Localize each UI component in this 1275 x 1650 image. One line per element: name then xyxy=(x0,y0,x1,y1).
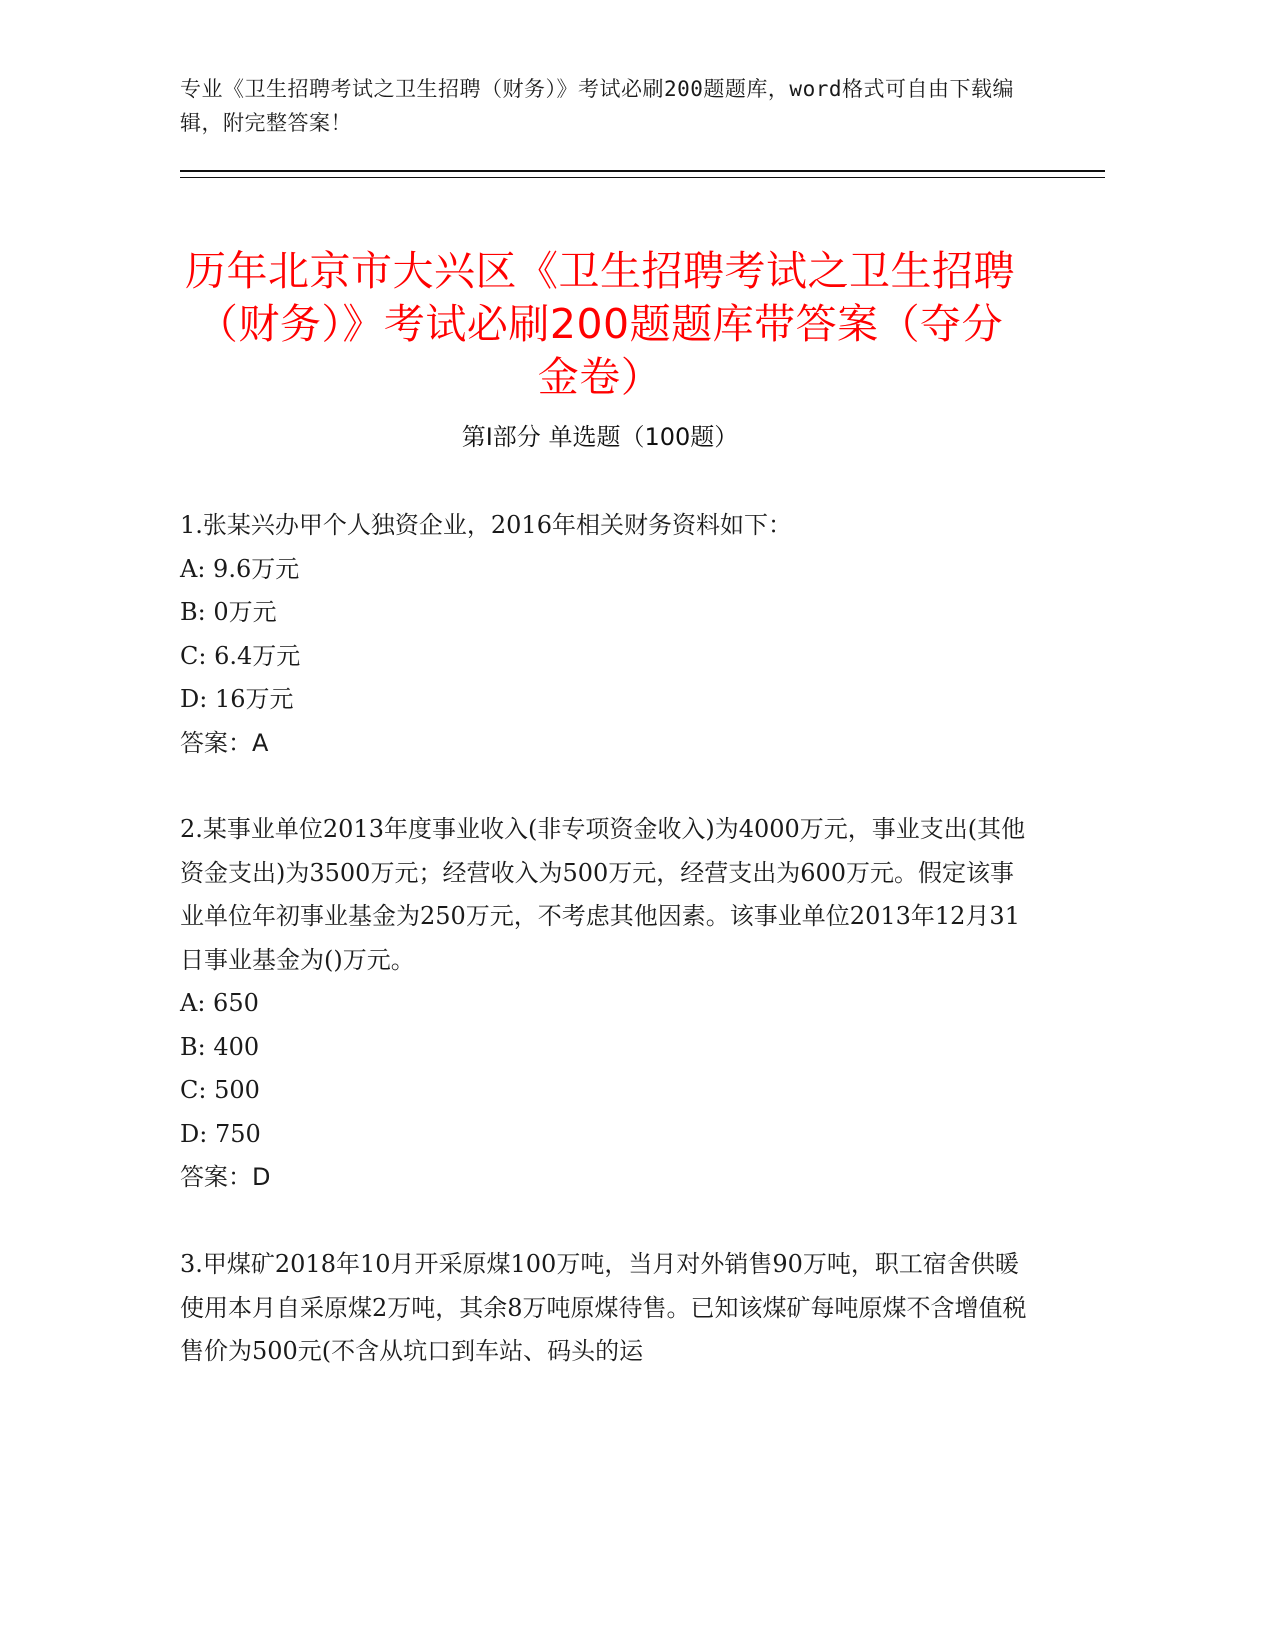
answer: 答案：D xyxy=(180,1163,271,1191)
answer: 答案：A xyxy=(180,728,269,757)
header-divider-thick xyxy=(180,170,1105,172)
question-1 xyxy=(180,504,1030,765)
header-note: 专业《卫生招聘考试之卫生招聘（财务）》考试必刷200题题库，word格式可自由下载编辑，附完整答案！ xyxy=(180,77,1014,135)
document-title: 历年北京市大兴区《卫生招聘考试之卫生招聘（财务）》考试必刷200题题库带答案（夺分金卷） xyxy=(185,247,1015,402)
option-d: D: 750 xyxy=(180,1119,261,1148)
question-stem: 3.甲煤矿2018年10月开采原煤100万吨，当月对外销售90万吨，职工宿舍供暖使用本月自采原煤2万吨，其余8万吨原煤待售。已知该煤矿每吨原煤不含增值税售价为500元(不含从坑口到车站、码头的运 xyxy=(180,1250,1027,1365)
option-b: B: 400 xyxy=(180,1032,260,1061)
question-3 xyxy=(180,1243,1030,1374)
question-stem: 2.某事业单位2013年度事业收入(非专项资金收入)为4000万元，事业支出(其他资金支出)为3500万元；经营收入为500万元，经营支出为600万元。假定该事业单位年初事业基金为250万元，不考虑其他因素。该事业单位2013年12月31日事业基金为()万元。 xyxy=(180,815,1026,974)
question-stem: 1.张某兴办甲个人独资企业，2016年相关财务资料如下： xyxy=(180,511,792,539)
option-a: A: 650 xyxy=(180,989,259,1017)
section-title: 第I部分 单选题（100题） xyxy=(461,423,739,451)
option-c: C: 500 xyxy=(180,1076,260,1104)
option-a: A: 9.6万元 xyxy=(180,554,300,583)
header-divider-thin xyxy=(180,177,1105,178)
option-c: C: 6.4万元 xyxy=(180,641,301,670)
option-b: B: 0万元 xyxy=(180,598,277,626)
question-2 xyxy=(180,808,1030,1200)
option-d: D: 16万元 xyxy=(180,685,294,713)
